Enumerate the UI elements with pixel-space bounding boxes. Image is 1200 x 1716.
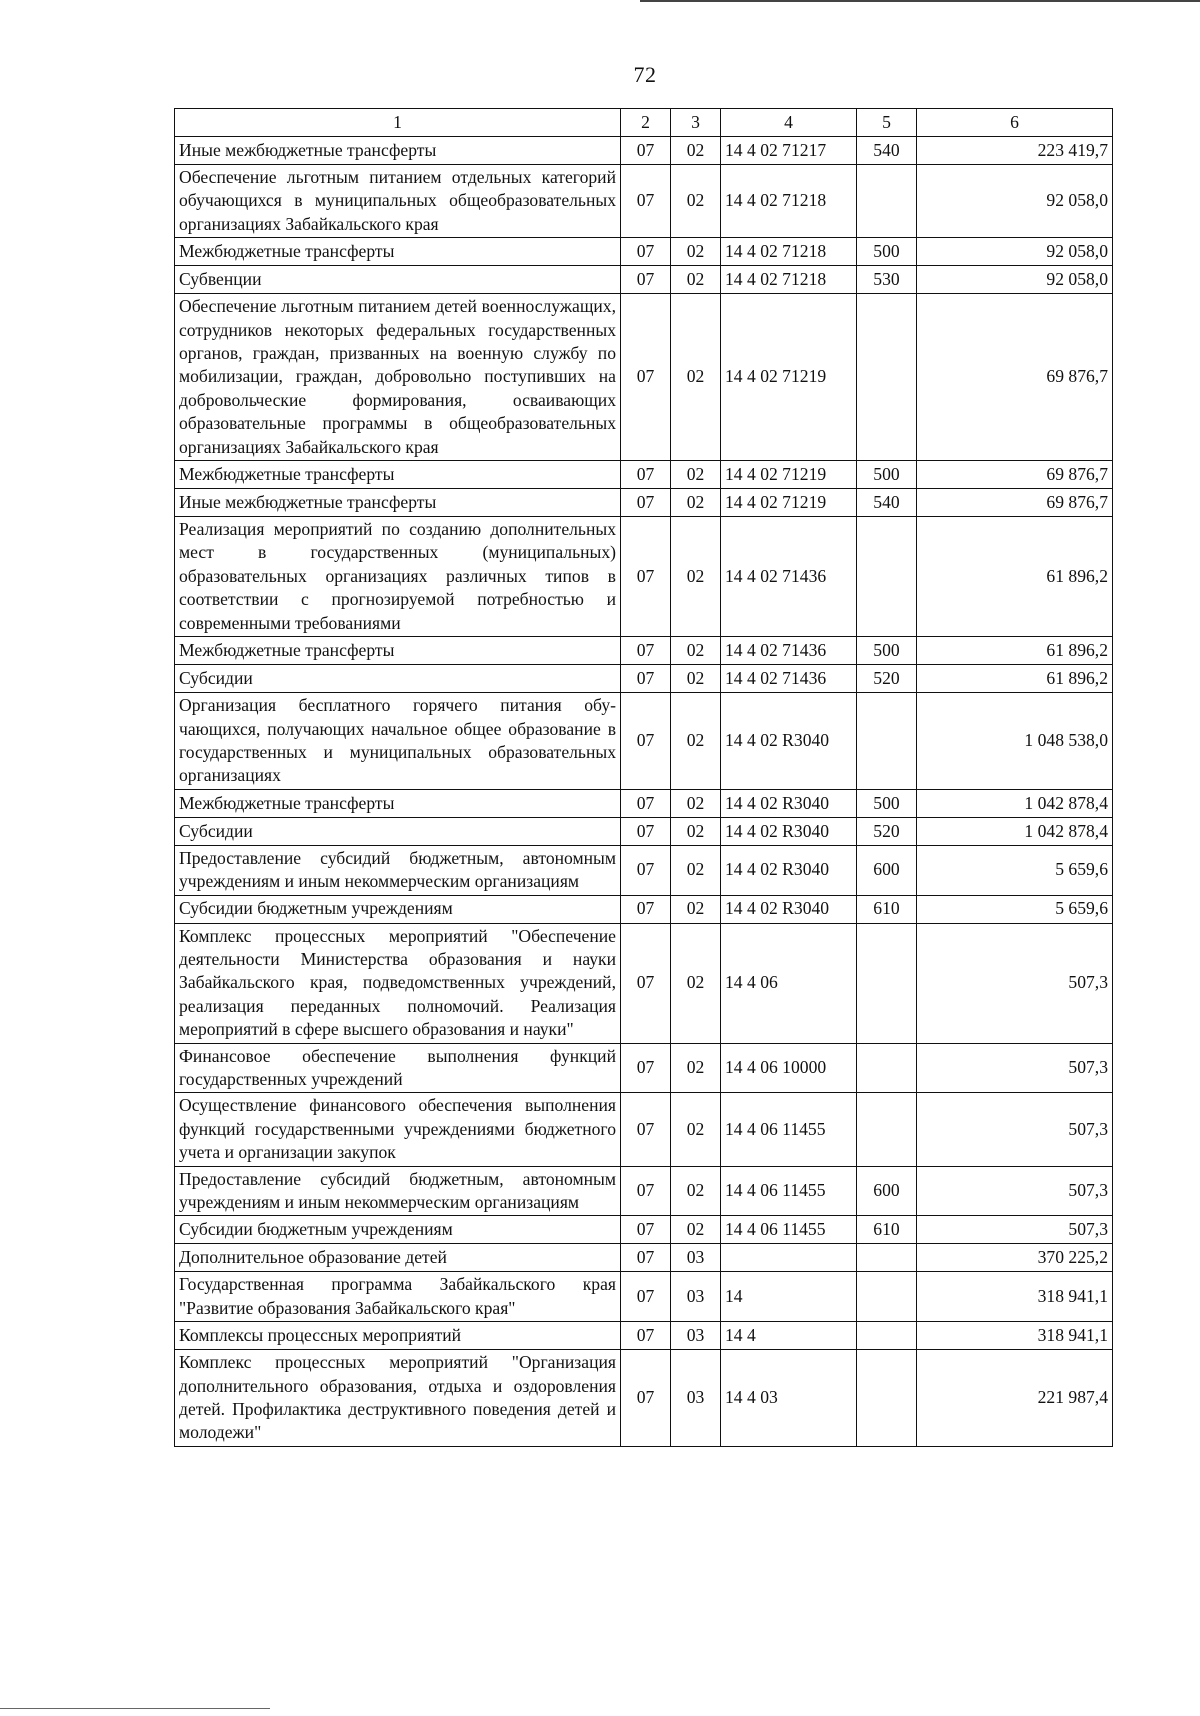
row-subsection: 02 [671, 517, 721, 637]
table-row [175, 294, 1113, 461]
row-amount: 61 896,2 [917, 637, 1113, 665]
row-target-article: 14 4 02 71219 [721, 294, 857, 461]
row-section: 07 [621, 238, 671, 266]
row-amount: 221 987,4 [917, 1350, 1113, 1447]
table-row [175, 1043, 1113, 1093]
row-subsection: 02 [671, 1093, 721, 1166]
row-amount: 69 876,7 [917, 461, 1113, 489]
row-target-article: 14 4 [721, 1322, 857, 1350]
table-row [175, 817, 1113, 845]
row-expense-type: 610 [857, 895, 917, 923]
row-subsection: 02 [671, 637, 721, 665]
row-amount: 507,3 [917, 923, 1113, 1043]
row-name: Иные межбюджетные трансферты [175, 489, 621, 517]
row-expense-type: 540 [857, 489, 917, 517]
row-subsection: 02 [671, 1216, 721, 1244]
row-subsection: 03 [671, 1350, 721, 1447]
row-section: 07 [621, 1043, 671, 1093]
row-expense-type: 600 [857, 845, 917, 895]
row-target-article: 14 4 06 11455 [721, 1166, 857, 1216]
row-target-article: 14 4 02 71219 [721, 461, 857, 489]
row-name: Субсидии бюджетным учреждениям [175, 1216, 621, 1244]
row-section: 07 [621, 1093, 671, 1166]
row-subsection: 03 [671, 1244, 721, 1272]
row-name: Предоставление субсидий бюджетным, автономным учреждениям и иным некоммерческим организациям [175, 1166, 621, 1216]
row-section: 07 [621, 137, 671, 165]
row-expense-type [857, 1272, 917, 1322]
row-expense-type [857, 1093, 917, 1166]
row-amount: 1 042 878,4 [917, 817, 1113, 845]
table-row [175, 1244, 1113, 1272]
row-target-article: 14 4 03 [721, 1350, 857, 1447]
top-border-line [640, 0, 1200, 2]
row-name: Дополнительное образование детей [175, 1244, 621, 1272]
table-row [175, 637, 1113, 665]
row-name: Межбюджетные трансферты [175, 789, 621, 817]
row-expense-type [857, 1244, 917, 1272]
row-subsection: 02 [671, 895, 721, 923]
row-section: 07 [621, 1272, 671, 1322]
table-row [175, 1166, 1113, 1216]
row-amount: 61 896,2 [917, 665, 1113, 693]
table-row [175, 461, 1113, 489]
budget-table [174, 108, 1113, 1447]
row-expense-type: 520 [857, 665, 917, 693]
row-section: 07 [621, 817, 671, 845]
row-section: 07 [621, 665, 671, 693]
row-target-article: 14 4 02 R3040 [721, 789, 857, 817]
bottom-border-line [0, 1708, 270, 1709]
table-row [175, 895, 1113, 923]
row-expense-type: 530 [857, 266, 917, 294]
row-expense-type [857, 1043, 917, 1093]
row-subsection: 02 [671, 294, 721, 461]
row-target-article [721, 1244, 857, 1272]
row-target-article: 14 4 06 [721, 923, 857, 1043]
row-amount: 507,3 [917, 1043, 1113, 1093]
row-expense-type: 500 [857, 238, 917, 266]
row-amount: 507,3 [917, 1166, 1113, 1216]
row-target-article: 14 4 06 11455 [721, 1093, 857, 1166]
row-amount: 92 058,0 [917, 266, 1113, 294]
page-number: 72 [633, 62, 657, 87]
row-amount: 92 058,0 [917, 165, 1113, 238]
row-subsection: 02 [671, 1166, 721, 1216]
row-target-article: 14 4 06 11455 [721, 1216, 857, 1244]
row-subsection: 03 [671, 1272, 721, 1322]
row-name: Государственная программа Забайкальского края "Развитие образования Забайкальского края" [175, 1272, 621, 1322]
header-col-6: 6 [917, 109, 1113, 137]
row-target-article: 14 4 02 71436 [721, 665, 857, 693]
row-subsection: 02 [671, 693, 721, 790]
row-section: 07 [621, 1244, 671, 1272]
row-subsection: 02 [671, 923, 721, 1043]
row-expense-type: 500 [857, 789, 917, 817]
header-col-4: 4 [721, 109, 857, 137]
row-expense-type: 520 [857, 817, 917, 845]
row-name: Реализация мероприятий по созданию дополнительных мест в государственных (муниципальных) образовательных организациях различных типов в соответствии с прогнозируемой потребностью и современными требованиями [175, 517, 621, 637]
row-target-article: 14 4 02 R3040 [721, 845, 857, 895]
row-name: Комплекс процессных мероприятий "Организация дополнительного образования, отдыха и оздоровления детей. Профилактика деструктивного поведения детей и молодежи" [175, 1350, 621, 1447]
row-section: 07 [621, 294, 671, 461]
row-name: Субсидии [175, 665, 621, 693]
row-subsection: 02 [671, 665, 721, 693]
row-amount: 61 896,2 [917, 517, 1113, 637]
row-section: 07 [621, 461, 671, 489]
row-section: 07 [621, 1322, 671, 1350]
row-subsection: 02 [671, 1043, 721, 1093]
row-name: Иные межбюджетные трансферты [175, 137, 621, 165]
row-target-article: 14 4 02 71219 [721, 489, 857, 517]
row-section: 07 [621, 789, 671, 817]
row-expense-type: 500 [857, 637, 917, 665]
row-expense-type [857, 923, 917, 1043]
row-amount: 318 941,1 [917, 1272, 1113, 1322]
row-amount: 223 419,7 [917, 137, 1113, 165]
row-expense-type [857, 1350, 917, 1447]
table-row [175, 489, 1113, 517]
row-amount: 318 941,1 [917, 1322, 1113, 1350]
row-expense-type [857, 517, 917, 637]
row-target-article: 14 4 06 10000 [721, 1043, 857, 1093]
row-name: Межбюджетные трансферты [175, 461, 621, 489]
row-subsection: 02 [671, 238, 721, 266]
row-target-article: 14 4 02 R3040 [721, 817, 857, 845]
row-expense-type: 600 [857, 1166, 917, 1216]
row-amount: 370 225,2 [917, 1244, 1113, 1272]
header-col-3: 3 [671, 109, 721, 137]
row-section: 07 [621, 165, 671, 238]
row-amount: 507,3 [917, 1216, 1113, 1244]
row-target-article: 14 4 02 71436 [721, 517, 857, 637]
header-col-2: 2 [621, 109, 671, 137]
row-subsection: 02 [671, 789, 721, 817]
row-subsection: 03 [671, 1322, 721, 1350]
row-name: Межбюджетные трансферты [175, 238, 621, 266]
row-section: 07 [621, 517, 671, 637]
row-section: 07 [621, 1216, 671, 1244]
row-amount: 1 042 878,4 [917, 789, 1113, 817]
row-section: 07 [621, 489, 671, 517]
row-subsection: 02 [671, 137, 721, 165]
table-row [175, 165, 1113, 238]
row-section: 07 [621, 895, 671, 923]
table-row [175, 1216, 1113, 1244]
row-subsection: 02 [671, 266, 721, 294]
row-name: Комплекс процессных мероприятий "Обеспечение деятельности Министерства образования и науки Забайкальского края, подведомственных учреждений, реализация переданных полномочий. Реализация мероприятий в сфере высшего образования и науки" [175, 923, 621, 1043]
table-row [175, 1093, 1113, 1166]
row-target-article: 14 4 02 71436 [721, 637, 857, 665]
row-name: Обеспечение льготным питанием детей военнослужащих, сотрудников некоторых федеральных государственных органов, граждан, призванных на военную службу по мобилизации, граждан, добровольно поступивших на добровольческие формирования, осваивающих образовательные программы в общеобразовательных организациях Забайкальского края [175, 294, 621, 461]
row-name: Субвенции [175, 266, 621, 294]
row-name: Субсидии бюджетным учреждениям [175, 895, 621, 923]
row-subsection: 02 [671, 817, 721, 845]
row-section: 07 [621, 693, 671, 790]
row-name: Обеспечение льготным питанием отдельных категорий обучающихся в муниципальных общеобразовательных организациях Забайкальского края [175, 165, 621, 238]
row-target-article: 14 4 02 71218 [721, 165, 857, 238]
row-amount: 1 048 538,0 [917, 693, 1113, 790]
row-amount: 5 659,6 [917, 845, 1113, 895]
row-amount: 69 876,7 [917, 489, 1113, 517]
row-subsection: 02 [671, 845, 721, 895]
table-row [175, 665, 1113, 693]
row-section: 07 [621, 923, 671, 1043]
row-name: Осуществление финансового обеспечения выполнения функций государственными учреждениями бюджетного учета и организации закупок [175, 1093, 621, 1166]
table-row [175, 1350, 1113, 1447]
header-col-5: 5 [857, 109, 917, 137]
row-target-article: 14 4 02 71218 [721, 238, 857, 266]
row-amount: 69 876,7 [917, 294, 1113, 461]
row-amount: 5 659,6 [917, 895, 1113, 923]
row-section: 07 [621, 266, 671, 294]
table-row [175, 517, 1113, 637]
header-col-1: 1 [175, 109, 621, 137]
table-row [175, 238, 1113, 266]
table-header-row [175, 109, 1113, 137]
row-amount: 507,3 [917, 1093, 1113, 1166]
row-target-article: 14 4 02 R3040 [721, 693, 857, 790]
row-target-article: 14 4 02 R3040 [721, 895, 857, 923]
table-row [175, 1272, 1113, 1322]
table-row [175, 789, 1113, 817]
row-subsection: 02 [671, 165, 721, 238]
row-expense-type [857, 693, 917, 790]
row-name: Субсидии [175, 817, 621, 845]
row-target-article: 14 4 02 71218 [721, 266, 857, 294]
table-row [175, 1322, 1113, 1350]
row-section: 07 [621, 845, 671, 895]
row-expense-type: 610 [857, 1216, 917, 1244]
table-row [175, 137, 1113, 165]
row-name: Организация бесплатного горячего питания обучающихся, получающих начальное общее образование в государственных и муниципальных образовательных организациях [175, 693, 621, 790]
row-expense-type [857, 165, 917, 238]
row-expense-type: 500 [857, 461, 917, 489]
row-expense-type: 540 [857, 137, 917, 165]
row-subsection: 02 [671, 489, 721, 517]
row-subsection: 02 [671, 461, 721, 489]
row-expense-type [857, 1322, 917, 1350]
table-row [175, 266, 1113, 294]
row-amount: 92 058,0 [917, 238, 1113, 266]
row-target-article: 14 [721, 1272, 857, 1322]
row-section: 07 [621, 637, 671, 665]
row-section: 07 [621, 1350, 671, 1447]
row-target-article: 14 4 02 71217 [721, 137, 857, 165]
row-name: Комплексы процессных мероприятий [175, 1322, 621, 1350]
row-expense-type [857, 294, 917, 461]
row-name: Межбюджетные трансферты [175, 637, 621, 665]
table-row [175, 923, 1113, 1043]
table-row [175, 693, 1113, 790]
row-name: Финансовое обеспечение выполнения функций государственных учреждений [175, 1043, 621, 1093]
row-section: 07 [621, 1166, 671, 1216]
row-name: Предоставление субсидий бюджетным, автономным учреждениям и иным некоммерческим организациям [175, 845, 621, 895]
table-row [175, 845, 1113, 895]
